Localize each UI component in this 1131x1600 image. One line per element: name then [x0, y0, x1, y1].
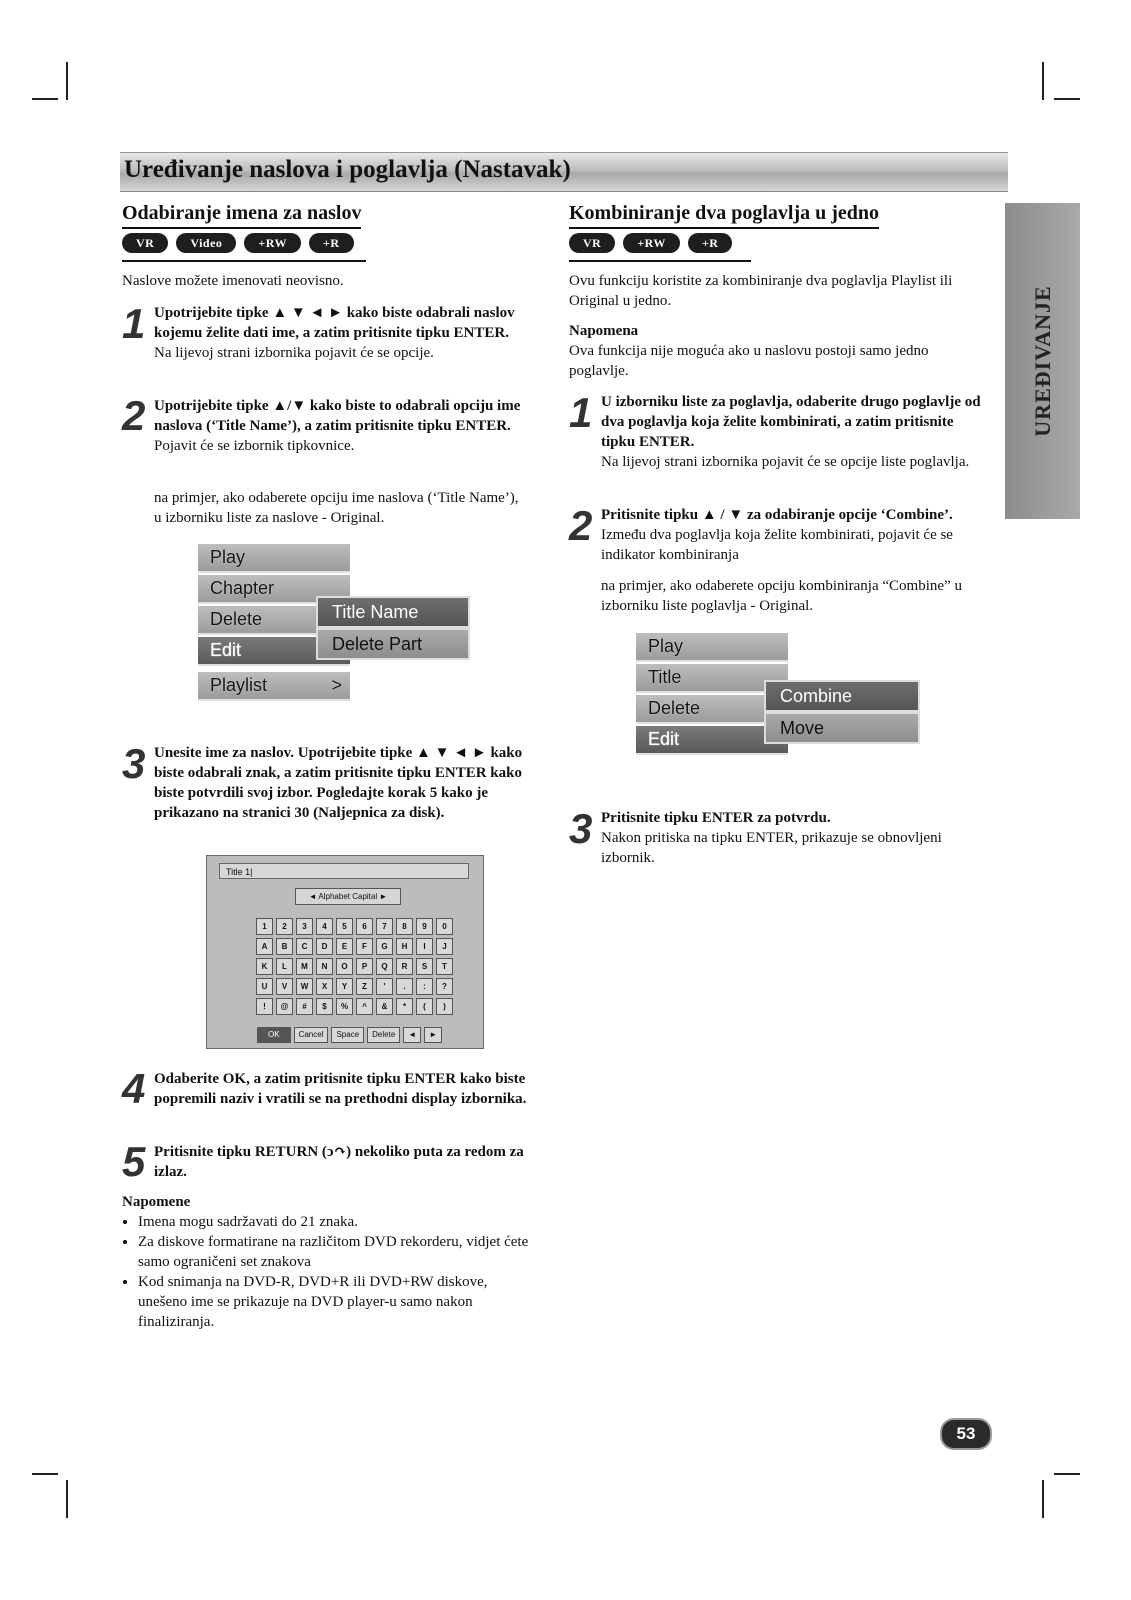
- note-item: • Za diskove formatirane na različitom DVD rekorderu, vidjet ćete samo ograničeni set znakova: [138, 1232, 533, 1272]
- right-step-1: [601, 392, 986, 472]
- menu-item-title[interactable]: Title: [636, 664, 788, 693]
- right-disc-badges: [569, 233, 732, 253]
- ok-button[interactable]: OK: [257, 1027, 291, 1043]
- crop-mark: [32, 1473, 58, 1475]
- badge-underline: [569, 260, 751, 262]
- step-number: 5: [122, 1138, 146, 1185]
- menu-item-play[interactable]: Play: [198, 544, 350, 573]
- key[interactable]: V: [276, 978, 293, 995]
- step-number: 4: [122, 1065, 146, 1112]
- menu-item-playlist[interactable]: [198, 672, 350, 701]
- menu-item-play[interactable]: Play: [636, 633, 788, 662]
- key[interactable]: ': [376, 978, 393, 995]
- menu-item-delete[interactable]: Delete: [636, 695, 788, 724]
- step-instruction: Pritisnite tipku ENTER za potvrdu.: [601, 810, 831, 826]
- step-number: 3: [122, 740, 146, 787]
- left-section-heading: Odabiranje imena za naslov: [122, 202, 361, 229]
- left-step-4: [154, 1069, 544, 1109]
- disc-badge-plusr: +R: [309, 233, 354, 253]
- disc-badge-plusrw: +RW: [623, 233, 680, 253]
- crop-mark: [1054, 1473, 1080, 1475]
- key[interactable]: $: [316, 998, 333, 1015]
- key[interactable]: A: [256, 938, 273, 955]
- step-detail: Između dva poglavlja koja želite kombinirati, pojavit će se indikator kombiniranja: [601, 527, 953, 563]
- key[interactable]: U: [256, 978, 273, 995]
- key[interactable]: W: [296, 978, 313, 995]
- key[interactable]: L: [276, 958, 293, 975]
- delete-button[interactable]: Delete: [367, 1027, 400, 1043]
- section-side-tab: [1005, 203, 1080, 519]
- alphabet-mode-selector[interactable]: ◄ Alphabet Capital ►: [295, 888, 401, 905]
- key[interactable]: K: [256, 958, 273, 975]
- key[interactable]: 1: [256, 918, 273, 935]
- key[interactable]: &: [376, 998, 393, 1015]
- step-instruction: U izborniku liste za poglavlja, odaberite drugo poglavlje od dva poglavlja koja želite kombinirati, a zatim pritisnite tipku ENTER.: [601, 394, 981, 450]
- disc-badge-vr: VR: [569, 233, 615, 253]
- submenu-item-combine[interactable]: Combine: [764, 680, 920, 712]
- key[interactable]: *: [396, 998, 413, 1015]
- key[interactable]: G: [376, 938, 393, 955]
- page-title-bar: [120, 152, 1008, 192]
- step-instruction: Upotrijebite tipke ▲/▼ kako biste to odabrali opciju ime naslova (‘Title Name’), a zatim pritisnite tipku ENTER.: [154, 398, 521, 434]
- key[interactable]: M: [296, 958, 313, 975]
- disc-badge-plusrw: +RW: [244, 233, 301, 253]
- crop-mark: [1054, 98, 1080, 100]
- cursor-right-button[interactable]: ►: [424, 1027, 442, 1043]
- key[interactable]: X: [316, 978, 333, 995]
- key[interactable]: ?: [436, 978, 453, 995]
- note-item: • Kod snimanja na DVD-R, DVD+R ili DVD+RW diskove, unešeno ime se prikazuje na DVD player-u samo nakon finaliziranja.: [138, 1272, 533, 1332]
- right-section-heading: Kombiniranje dva poglavlja u jedno: [569, 202, 879, 229]
- step-instruction: Pritisnite tipku ▲ / ▼ za odabiranje opcije ‘Combine’.: [601, 507, 953, 523]
- right-intro: Ovu funkciju koristite za kombiniranje dva poglavlja Playlist ili Original u jedno.: [569, 273, 953, 309]
- submenu-item-title-name[interactable]: Title Name: [316, 596, 470, 628]
- step-instruction: Odaberite OK, a zatim pritisnite tipku ENTER kako biste popremili naziv i vratili se na prethodni display izbornika.: [154, 1071, 527, 1107]
- chapter-edit-menu: [636, 633, 921, 763]
- crop-mark: [1042, 62, 1044, 100]
- left-step-1: [154, 303, 544, 363]
- key[interactable]: 7: [376, 918, 393, 935]
- key[interactable]: 9: [416, 918, 433, 935]
- key[interactable]: Y: [336, 978, 353, 995]
- notes-list: [122, 1212, 533, 1332]
- step-detail: Na lijevoj strani izbornika pojavit će se opcije liste poglavlja.: [601, 454, 970, 470]
- menu-item-edit[interactable]: Edit: [198, 637, 350, 666]
- keyboard-row: [256, 938, 453, 955]
- key[interactable]: 0: [436, 918, 453, 935]
- step-instruction: Upotrijebite tipke ▲ ▼ ◄ ► kako biste odabrali naslov kojemu želite dati ime, a zatim pritisnite tipku ENTER.: [154, 305, 515, 341]
- key[interactable]: O: [336, 958, 353, 975]
- keyboard-row: [256, 978, 453, 995]
- space-button[interactable]: Space: [331, 1027, 364, 1043]
- chevron-right-icon: >: [331, 675, 342, 695]
- crop-mark: [66, 1480, 68, 1518]
- menu-item-delete[interactable]: Delete: [198, 606, 350, 635]
- right-example: na primjer, ako odaberete opciju kombiniranja “Combine” u izborniku liste poglavlja - Original.: [601, 578, 962, 614]
- left-disc-badges: [122, 233, 354, 253]
- key[interactable]: C: [296, 938, 313, 955]
- step-number: 1: [569, 389, 593, 436]
- step-detail: Nakon pritiska na tipku ENTER, prikazuje se obnovljeni izbornik.: [601, 830, 942, 866]
- title-edit-menu: [198, 544, 473, 704]
- onscreen-keyboard: [206, 855, 484, 1049]
- keyboard-row: [256, 958, 453, 975]
- key[interactable]: D: [316, 938, 333, 955]
- side-tab-label: UREĐIVANJE: [1029, 285, 1055, 437]
- menu-item-label: Playlist: [210, 675, 268, 695]
- key[interactable]: @: [276, 998, 293, 1015]
- key[interactable]: ^: [356, 998, 373, 1015]
- key[interactable]: Z: [356, 978, 373, 995]
- right-note: [569, 321, 989, 381]
- disc-badge-video: Video: [176, 233, 236, 253]
- cursor-left-button[interactable]: ◄: [403, 1027, 421, 1043]
- key[interactable]: 5: [336, 918, 353, 935]
- key[interactable]: %: [336, 998, 353, 1015]
- submenu-item-delete-part[interactable]: Delete Part: [316, 628, 470, 660]
- submenu-item-move[interactable]: Move: [764, 712, 920, 744]
- crop-mark: [32, 98, 58, 100]
- key[interactable]: S: [416, 958, 433, 975]
- badge-underline: [122, 260, 366, 262]
- keyboard-row: [256, 918, 453, 935]
- key[interactable]: P: [356, 958, 373, 975]
- disc-badge-vr: VR: [122, 233, 168, 253]
- step-number: 2: [569, 502, 593, 549]
- page-title: Uređivanje naslova i poglavlja (Nastavak): [124, 156, 571, 183]
- left-step-5: [154, 1142, 534, 1182]
- title-input-field[interactable]: Title 1|: [219, 863, 469, 879]
- step-number: 2: [122, 392, 146, 439]
- key[interactable]: J: [436, 938, 453, 955]
- key[interactable]: R: [396, 958, 413, 975]
- step-number: 1: [122, 300, 146, 347]
- step-instruction: Pritisnite tipku RETURN (ↄ↷) nekoliko puta za redom za izlaz.: [154, 1144, 524, 1180]
- key[interactable]: H: [396, 938, 413, 955]
- key[interactable]: 2: [276, 918, 293, 935]
- key[interactable]: F: [356, 938, 373, 955]
- key[interactable]: T: [436, 958, 453, 975]
- left-step-2: [154, 396, 544, 456]
- left-step-3: [154, 743, 534, 823]
- keyboard-button-row: [257, 1027, 442, 1043]
- step-detail: Pojavit će se izbornik tipkovnice.: [154, 438, 355, 454]
- key[interactable]: E: [336, 938, 353, 955]
- key[interactable]: 8: [396, 918, 413, 935]
- key[interactable]: 6: [356, 918, 373, 935]
- menu-item-edit[interactable]: Edit: [636, 726, 788, 755]
- key[interactable]: :: [416, 978, 433, 995]
- keyboard-row: [256, 998, 453, 1015]
- key[interactable]: 3: [296, 918, 313, 935]
- key[interactable]: B: [276, 938, 293, 955]
- key[interactable]: I: [416, 938, 433, 955]
- disc-badge-plusr: +R: [688, 233, 733, 253]
- notes-title-text: Napomene: [122, 1194, 191, 1210]
- key[interactable]: .: [396, 978, 413, 995]
- left-example: na primjer, ako odaberete opciju ime naslova (‘Title Name’), u izborniku liste za naslove - Original.: [154, 490, 519, 526]
- step-instruction: Unesite ime za naslov. Upotrijebite tipke ▲ ▼ ◄ ► kako biste odabrali znak, a zatim pritisnite tipku ENTER kako biste potvrdili svoj izbor. Pogledajte korak 5 kako je prikazano na stranici 30 (Naljepnica za disk).: [154, 745, 523, 821]
- menu-item-chapter[interactable]: Chapter: [198, 575, 350, 604]
- crop-mark: [1042, 1480, 1044, 1518]
- note-title: Napomena: [569, 323, 639, 339]
- note-text: Ova funkcija nije moguća ako u naslovu postoji samo jedno poglavlje.: [569, 343, 929, 379]
- page-number: 53: [940, 1418, 992, 1450]
- cancel-button[interactable]: Cancel: [294, 1027, 329, 1043]
- key[interactable]: ): [436, 998, 453, 1015]
- right-step-2: [601, 505, 996, 565]
- key[interactable]: (: [416, 998, 433, 1015]
- key[interactable]: N: [316, 958, 333, 975]
- right-step-3: [601, 808, 996, 868]
- key[interactable]: Q: [376, 958, 393, 975]
- step-detail: Na lijevoj strani izbornika pojavit će se opcije.: [154, 345, 434, 361]
- note-item: • Imena mogu sadržavati do 21 znaka.: [138, 1212, 533, 1232]
- key[interactable]: #: [296, 998, 313, 1015]
- crop-mark: [66, 62, 68, 100]
- notes-title: [122, 1192, 190, 1212]
- key[interactable]: 4: [316, 918, 333, 935]
- left-intro: Naslove možete imenovati neovisno.: [122, 273, 344, 289]
- step-number: 3: [569, 805, 593, 852]
- key[interactable]: !: [256, 998, 273, 1015]
